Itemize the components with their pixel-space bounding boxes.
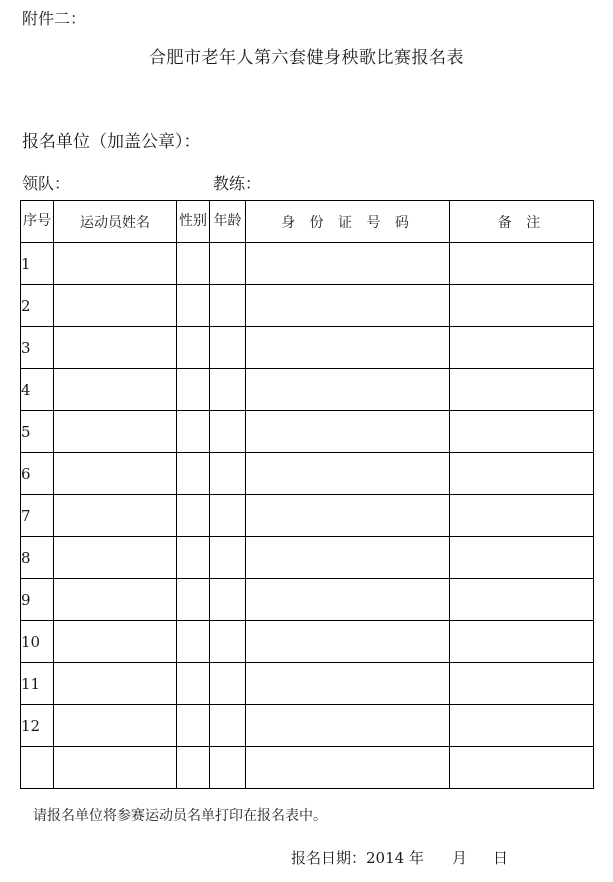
remarks-cell[interactable] bbox=[450, 705, 594, 747]
id-number-cell[interactable] bbox=[246, 327, 450, 369]
seq-cell bbox=[21, 747, 54, 789]
remarks-cell[interactable] bbox=[450, 537, 594, 579]
gender-cell[interactable] bbox=[177, 453, 210, 495]
id-number-cell[interactable] bbox=[246, 663, 450, 705]
athlete-name-cell[interactable] bbox=[54, 495, 177, 537]
age-cell[interactable] bbox=[210, 411, 246, 453]
id-number-cell[interactable] bbox=[246, 453, 450, 495]
table-header-row bbox=[21, 201, 594, 243]
table-row bbox=[21, 327, 594, 369]
table-row bbox=[21, 579, 594, 621]
seq-cell: 5 bbox=[21, 411, 54, 453]
gender-cell[interactable] bbox=[177, 705, 210, 747]
gender-cell[interactable] bbox=[177, 621, 210, 663]
age-cell[interactable] bbox=[210, 705, 246, 747]
seq-cell: 1 bbox=[21, 243, 54, 285]
seq-cell: 7 bbox=[21, 495, 54, 537]
gender-cell[interactable] bbox=[177, 495, 210, 537]
gender-cell[interactable] bbox=[177, 663, 210, 705]
athlete-name-cell[interactable] bbox=[54, 327, 177, 369]
remarks-cell[interactable] bbox=[450, 663, 594, 705]
seq-cell: 12 bbox=[21, 705, 54, 747]
id-number-cell[interactable] bbox=[246, 285, 450, 327]
athlete-name-cell[interactable] bbox=[54, 621, 177, 663]
age-cell[interactable] bbox=[210, 369, 246, 411]
column-header-id-number: 身 份 证 号 码 bbox=[246, 201, 450, 243]
seq-cell: 9 bbox=[21, 579, 54, 621]
table-row bbox=[21, 453, 594, 495]
id-number-cell[interactable] bbox=[246, 747, 450, 789]
gender-cell[interactable] bbox=[177, 747, 210, 789]
remarks-cell[interactable] bbox=[450, 285, 594, 327]
remarks-cell[interactable] bbox=[450, 747, 594, 789]
table-row bbox=[21, 369, 594, 411]
coach-label: 教练： bbox=[213, 174, 262, 193]
athlete-name-cell[interactable] bbox=[54, 285, 177, 327]
table-row bbox=[21, 705, 594, 747]
table-row bbox=[21, 621, 594, 663]
table-row bbox=[21, 495, 594, 537]
remarks-cell[interactable] bbox=[450, 579, 594, 621]
table-row bbox=[21, 663, 594, 705]
table-body bbox=[21, 243, 594, 789]
gender-cell[interactable] bbox=[177, 285, 210, 327]
remarks-cell[interactable] bbox=[450, 327, 594, 369]
athlete-name-cell[interactable] bbox=[54, 411, 177, 453]
attachment-label: 附件二： bbox=[22, 9, 87, 28]
age-cell[interactable] bbox=[210, 621, 246, 663]
gender-cell[interactable] bbox=[177, 243, 210, 285]
gender-cell[interactable] bbox=[177, 327, 210, 369]
seq-cell: 3 bbox=[21, 327, 54, 369]
remarks-cell[interactable] bbox=[450, 369, 594, 411]
remarks-cell[interactable] bbox=[450, 411, 594, 453]
athlete-name-cell[interactable] bbox=[54, 537, 177, 579]
age-cell[interactable] bbox=[210, 663, 246, 705]
remarks-cell[interactable] bbox=[450, 495, 594, 537]
month-label: 月 bbox=[451, 849, 467, 867]
table-row bbox=[21, 243, 594, 285]
id-number-cell[interactable] bbox=[246, 579, 450, 621]
age-cell[interactable] bbox=[210, 579, 246, 621]
athlete-name-cell[interactable] bbox=[54, 579, 177, 621]
registration-unit-label: 报名单位（加盖公章）： bbox=[22, 132, 201, 152]
gender-cell[interactable] bbox=[177, 579, 210, 621]
column-header-remarks: 备 注 bbox=[450, 201, 594, 243]
id-number-cell[interactable] bbox=[246, 705, 450, 747]
day-label: 日 bbox=[492, 849, 508, 867]
date-prefix: 报名日期：2014 年 bbox=[291, 849, 424, 867]
remarks-cell[interactable] bbox=[450, 621, 594, 663]
table-row bbox=[21, 411, 594, 453]
print-instruction-note: 请报名单位将参赛运动员名单打印在报名表中。 bbox=[33, 808, 327, 824]
age-cell[interactable] bbox=[210, 243, 246, 285]
id-number-cell[interactable] bbox=[246, 621, 450, 663]
id-number-cell[interactable] bbox=[246, 411, 450, 453]
athlete-name-cell[interactable] bbox=[54, 663, 177, 705]
table-row bbox=[21, 285, 594, 327]
remarks-cell[interactable] bbox=[450, 453, 594, 495]
column-header-gender: 性别 bbox=[177, 201, 210, 243]
remarks-cell[interactable] bbox=[450, 243, 594, 285]
id-number-cell[interactable] bbox=[246, 243, 450, 285]
seq-cell: 2 bbox=[21, 285, 54, 327]
age-cell[interactable] bbox=[210, 327, 246, 369]
id-number-cell[interactable] bbox=[246, 369, 450, 411]
athlete-name-cell[interactable] bbox=[54, 453, 177, 495]
gender-cell[interactable] bbox=[177, 537, 210, 579]
age-cell[interactable] bbox=[210, 747, 246, 789]
athlete-name-cell[interactable] bbox=[54, 243, 177, 285]
athlete-name-cell[interactable] bbox=[54, 747, 177, 789]
registration-date bbox=[291, 847, 508, 868]
table-row bbox=[21, 747, 594, 789]
seq-cell: 11 bbox=[21, 663, 54, 705]
age-cell[interactable] bbox=[210, 537, 246, 579]
athlete-name-cell[interactable] bbox=[54, 369, 177, 411]
age-cell[interactable] bbox=[210, 495, 246, 537]
athlete-name-cell[interactable] bbox=[54, 705, 177, 747]
registration-table bbox=[20, 200, 594, 789]
column-header-age: 年龄 bbox=[210, 201, 246, 243]
seq-cell: 10 bbox=[21, 621, 54, 663]
column-header-athlete-name: 运动员姓名 bbox=[54, 201, 177, 243]
age-cell[interactable] bbox=[210, 453, 246, 495]
form-title: 合肥市老年人第六套健身秧歌比赛报名表 bbox=[149, 48, 464, 68]
gender-cell[interactable] bbox=[177, 411, 210, 453]
seq-cell: 8 bbox=[21, 537, 54, 579]
seq-cell: 6 bbox=[21, 453, 54, 495]
table-row bbox=[21, 537, 594, 579]
id-number-cell[interactable] bbox=[246, 537, 450, 579]
seq-cell: 4 bbox=[21, 369, 54, 411]
column-header-seq: 序号 bbox=[21, 201, 54, 243]
id-number-cell[interactable] bbox=[246, 495, 450, 537]
team-leader-label: 领队： bbox=[22, 174, 71, 193]
age-cell[interactable] bbox=[210, 285, 246, 327]
gender-cell[interactable] bbox=[177, 369, 210, 411]
